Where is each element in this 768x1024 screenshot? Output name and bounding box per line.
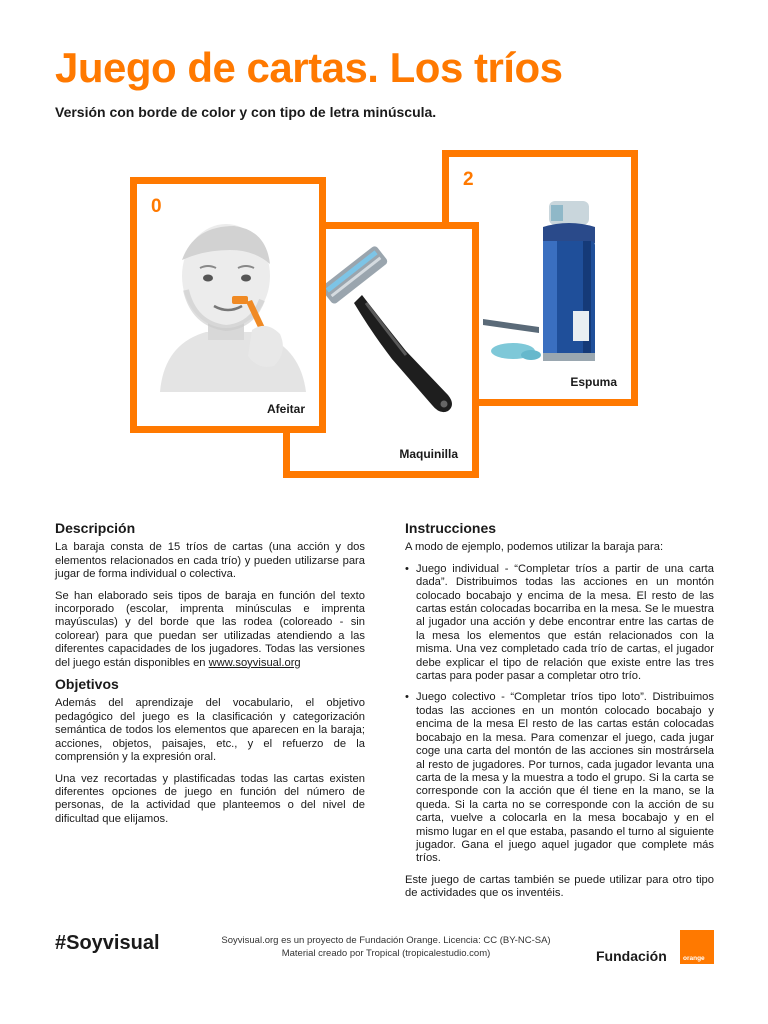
- instrucciones-list: [405, 563, 714, 866]
- shaving-foam-can-illustration: [479, 201, 629, 371]
- instrucciones-intro: A modo de ejemplo, podemos utilizar la baraja para:: [405, 541, 664, 554]
- orange-square-icon: [680, 930, 714, 964]
- objetivos-heading: Objetivos: [55, 676, 119, 693]
- objetivos-paragraph-1: Además del aprendizaje del vocabulario, el objetivo pedagógico del juego es la clasificación y categorización semántica de todos los elementos que aparecen en la baraja; acciones, objetos, paisajes, etc., y el refuerzo de la comprensión y la expresión oral.: [55, 697, 365, 764]
- list-item: • Juego individual - “Completar tríos a partir de una carta dada”. Distribuimos todas las acciones en un montón colocado bocabajo y encima de la mesa. El resto de las cartas están colocadas bocarriba en la mesa. Se le muestra al jugador una acción y debe encontrar entre las cartas de la mesa los elementos que están relacionados con la misma. Una vez completado cada trío de cartas, el jugador debe explicar el tipo de relación que existe entre las tres cartas para poder pasar a completar otro trío.: [405, 563, 714, 684]
- card-label: Afeitar: [266, 402, 305, 416]
- descripcion-paragraph-1: La baraja consta de 15 tríos de cartas (una acción y dos elementos relacionados en cada trío) y pueden utilizarse para jugar de forma individual o colectiva.: [55, 541, 365, 581]
- descripcion-heading: Descripción: [55, 520, 136, 536]
- objetivos-paragraph-2: Una vez recortadas y plastificadas todas las cartas existen diferentes opciones de juego en función del número de personas, de la actividad que planteemos o del nivel de dificultad que elijamos.: [55, 772, 365, 825]
- footer-credit-line-1: Soyvisual.org es un proyecto de Fundación Orange. Licencia: CC (BY-NC-SA): [221, 935, 551, 946]
- instrucciones-outro: Este juego de cartas también se puede utilizar para otro tipo de actividades que os inventéis.: [405, 873, 714, 900]
- brand-box-text: orange: [683, 955, 705, 962]
- razor-illustration: [302, 243, 472, 423]
- card-number: 0: [151, 196, 162, 217]
- list-item: • Juego colectivo - “Completar tríos tipo loto”. Distribuimos todas las acciones en un montón colocado bocabajo y encima de la mesa El resto de las cartas están colocadas bocabajo en la mesa. Para comenzar el juego, cada jugar coge una carta del montón de las acciones sin mostrársela al resto de jugadores. Por turnos, cada jugador levanta una carta de la mesa y la muestra a todo el grupo. Si la carta se corresponde con la acción que él tiene en la mano, se la queda. Si la carta no se corresponde con la acción de su carta, vuelve a colocarla en la mesa bocabajo y en el mismo lugar en el que estaba, pasando el turno al siguiente jugador. Gana el juego aquel jugador que complete más tríos.: [405, 691, 714, 865]
- shaving-man-illustration: [150, 220, 310, 392]
- left-column: [55, 522, 365, 834]
- card-number: 2: [463, 169, 474, 190]
- fundacion-orange-logo: [596, 930, 714, 964]
- brand-name: Fundación: [596, 948, 667, 964]
- descripcion-paragraph-2-text: Se han elaborado seis tipos de baraja en función del texto incorporado (escolar, imprenta minúsculas e imprenta mayúsculas) y del borde que las rodea (coloreado - sin colorear) para que puedan ser utilizadas atendiendo a las diferentes capacidades de los jugadores. Todas las versiones del juego están disponibles en: [55, 589, 365, 669]
- right-column: [405, 522, 714, 909]
- card-label: Maquinilla: [399, 447, 458, 461]
- footer-credit-line-2: Material creado por Tropical (tropicalestudio.com): [281, 947, 491, 959]
- descripcion-paragraph-2: [55, 590, 365, 670]
- footer-hashtag: #Soyvisual: [55, 932, 160, 954]
- soyvisual-link[interactable]: www.soyvisual.org: [208, 656, 301, 669]
- footer-credit: [200, 935, 572, 960]
- page-subtitle: Versión con borde de color y con tipo de letra minúscula.: [55, 104, 437, 120]
- card-afeitar: [130, 177, 326, 433]
- instrucciones-heading: Instrucciones: [405, 520, 497, 536]
- card-label: Espuma: [570, 375, 617, 389]
- page-title: Juego de cartas. Los tríos: [55, 44, 563, 91]
